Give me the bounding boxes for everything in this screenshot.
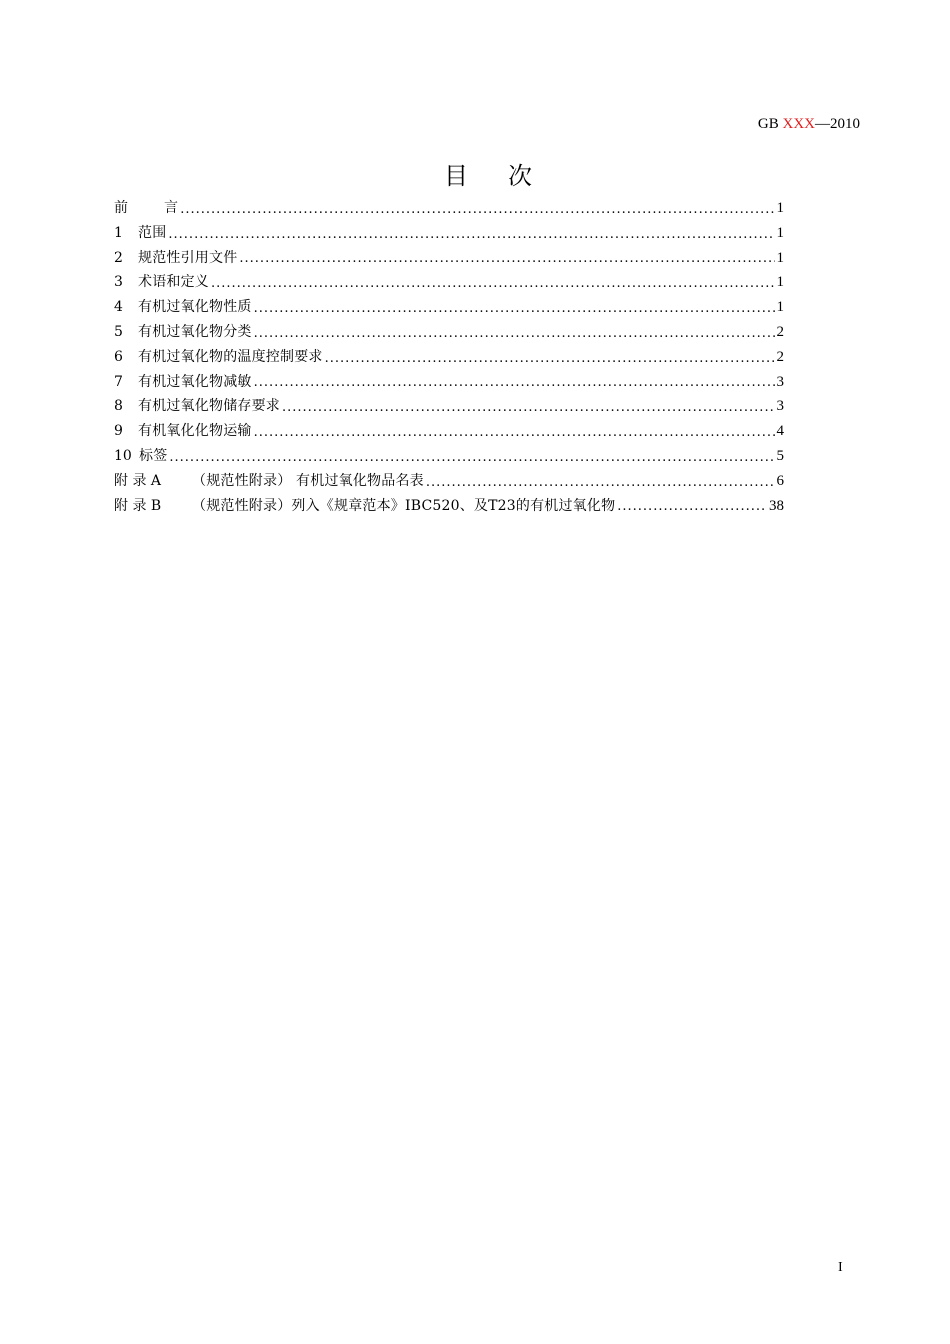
toc-leader-dots xyxy=(211,270,775,295)
toc-item-label: 规范性引用文件 xyxy=(138,249,238,266)
toc-item-page: 1 xyxy=(776,274,784,291)
toc-item-normative-references[interactable] xyxy=(114,246,784,271)
toc-title xyxy=(0,156,950,191)
toc-item-number: 9 xyxy=(114,423,123,440)
toc-leader-dots xyxy=(168,221,774,246)
toc-leader-dots xyxy=(426,469,775,494)
toc-leader-dots xyxy=(239,246,774,271)
toc-item-label: 言 xyxy=(164,200,179,216)
table-of-contents xyxy=(114,196,784,518)
document-code-prefix: GB xyxy=(757,116,783,132)
document-code xyxy=(758,116,860,133)
toc-item-number: 6 xyxy=(114,348,123,365)
toc-item-number: 1 xyxy=(114,224,123,241)
toc-item-number: 前 xyxy=(114,200,128,216)
toc-leader-dots xyxy=(282,394,775,419)
toc-item-page: 38 xyxy=(769,497,784,514)
toc-item-appendix-a[interactable] xyxy=(114,469,784,494)
toc-item-label: 有机氧化化物运输 xyxy=(138,423,252,440)
toc-item-page: 5 xyxy=(776,447,784,464)
document-code-year: —2010 xyxy=(815,116,860,132)
document-code-number: XXX xyxy=(782,116,815,132)
toc-item-label: 有机过氧化物性质 xyxy=(138,299,252,316)
toc-leader-dots xyxy=(325,345,775,370)
toc-item-page: 1 xyxy=(776,249,784,266)
toc-item-number: 2 xyxy=(114,249,123,266)
toc-item-label: （规范性附录） 有机过氧化物品名表 xyxy=(192,472,424,489)
toc-item-page: 1 xyxy=(776,200,784,216)
toc-item-page: 1 xyxy=(776,224,784,241)
toc-item-label: 术语和定义 xyxy=(138,274,209,291)
toc-item-number: 7 xyxy=(114,373,123,390)
toc-leader-dots xyxy=(254,295,775,320)
toc-item-properties[interactable] xyxy=(114,295,784,320)
toc-item-label: 范围 xyxy=(138,224,167,241)
toc-item-classification[interactable] xyxy=(114,320,784,345)
toc-leader-dots xyxy=(254,320,775,345)
toc-item-temperature-control[interactable] xyxy=(114,345,784,370)
toc-item-label: 有机过氧化物储存要求 xyxy=(138,398,280,415)
toc-item-number: 10 xyxy=(114,447,132,464)
toc-item-number: 附 录 B xyxy=(114,497,162,514)
toc-item-page: 4 xyxy=(776,423,784,440)
toc-item-storage[interactable] xyxy=(114,394,784,419)
toc-item-number: 4 xyxy=(114,299,123,316)
toc-item-number: 8 xyxy=(114,398,123,415)
toc-title-right: 次 xyxy=(508,162,532,190)
toc-item-labels[interactable] xyxy=(114,444,784,469)
toc-item-terms[interactable] xyxy=(114,270,784,295)
toc-item-page: 6 xyxy=(776,472,784,489)
page-number: I xyxy=(838,1260,843,1275)
toc-item-page: 2 xyxy=(776,323,784,340)
toc-leader-dots xyxy=(617,494,767,519)
toc-leader-dots xyxy=(169,444,774,469)
toc-item-label: （规范性附录）列入《规章范本》IBC520、及T23的有机过氧化物 xyxy=(192,497,616,514)
toc-item-desensitization[interactable] xyxy=(114,370,784,395)
toc-item-label: 有机过氧化物的温度控制要求 xyxy=(138,348,323,365)
toc-item-label: 有机过氧化物分类 xyxy=(138,323,252,340)
toc-item-page: 3 xyxy=(776,373,784,390)
toc-leader-dots xyxy=(180,196,774,221)
toc-item-appendix-b[interactable] xyxy=(114,494,784,519)
toc-item-page: 3 xyxy=(776,398,784,415)
toc-leader-dots xyxy=(254,370,775,395)
toc-item-label: 标签 xyxy=(139,447,168,464)
toc-item-foreword[interactable] xyxy=(114,196,784,221)
toc-item-number: 5 xyxy=(114,323,123,340)
toc-item-number: 附 录 A xyxy=(114,472,162,489)
toc-item-page: 1 xyxy=(776,299,784,316)
toc-item-number: 3 xyxy=(114,274,123,291)
toc-title-left: 目 xyxy=(444,162,468,190)
toc-leader-dots xyxy=(254,419,775,444)
toc-item-label: 有机过氧化物减敏 xyxy=(138,373,252,390)
toc-item-scope[interactable] xyxy=(114,221,784,246)
toc-item-page: 2 xyxy=(776,348,784,365)
toc-item-transport[interactable] xyxy=(114,419,784,444)
